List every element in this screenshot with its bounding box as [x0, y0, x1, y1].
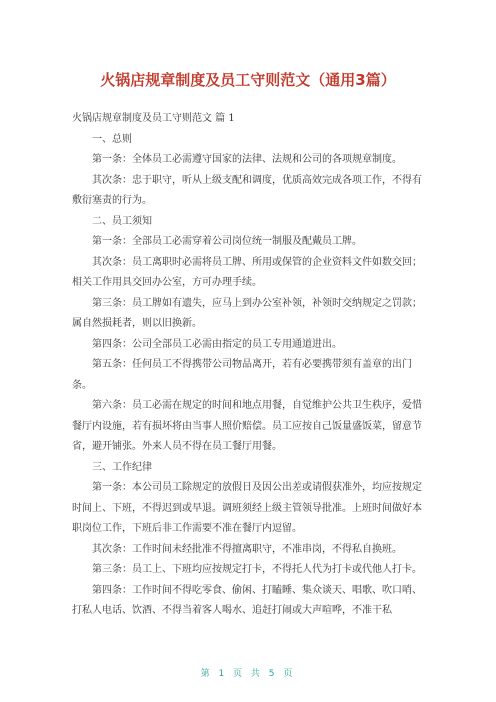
paragraph: 第六条：员工必需在规定的时间和地点用餐，自觉维护公共卫生秩序，爱惜餐厅内设施，若有损坏将由当事人照价赔偿。员工应按自己饭量盛饭菜，留意节省，避开铺张。外来人员不得在员工餐厅用餐。: [72, 400, 422, 452]
paragraph: 一、总则: [92, 133, 132, 145]
paragraph: 第三条：员工上、下班均应按规定打卡，不得托人代为打卡或代他人打卡。: [92, 564, 422, 575]
paragraph: 第三条：员工牌如有遗失，应马上到办公室补领，补领时交纳规定之罚款；属自然损耗者，则以旧换新。: [72, 297, 422, 329]
paragraph: 二、员工须知: [92, 215, 152, 227]
paragraph: 其次条：员工离职时必需将员工牌、所用或保管的企业资料文件如数交回；相关工作用具交回办公室，方可办理手续。: [72, 256, 422, 288]
page-title: 火锅店规章制度及员工守则范文（通用3篇）: [100, 71, 396, 89]
paragraph: 其次条：工作时间未经批准不得擅离职守，不准串岗，不得私自换班。: [92, 543, 402, 555]
paragraph: 第四条：公司全部员工必需由指定的员工专用通道进出。: [92, 338, 342, 350]
paragraph: 第一条：全部员工必需穿着公司岗位统一制服及配戴员工牌。: [92, 236, 362, 247]
document-body: [72, 109, 424, 622]
paragraph: 第四条：工作时间不得吃零食、偷闲、打瞌睡、集众谈天、唱歌、吹口哨、打私人电话、饮酒、不得当着客人喝水、追赶打闹或大声喧哗，不准干私: [72, 584, 422, 616]
section-heading: 火锅店规章制度及员工守则范文 篇 1: [72, 113, 235, 124]
paragraph: 三、工作纪律: [92, 461, 152, 473]
paragraph: 第一条：本公司员工除规定的放假日及因公出差或请假获准外，均应按规定时间上、下班，不得迟到或早退。调班须经上级主管领导批准。上班时间做好本职岗位工作，下班后非工作需要不准在餐厅内逗留。: [72, 482, 422, 534]
page-number: 第 1 页 共 5 页: [200, 669, 296, 679]
paragraph: 其次条：忠于职守，听从上级支配和调度，优质高效完成各项工作，不得有敷衍塞责的行为。: [72, 174, 422, 206]
paragraph: 第一条：全体员工必需遵守国家的法律、法规和公司的各项规章制度。: [92, 154, 402, 165]
paragraph: 第五条：任何员工不得携带公司物品离开，若有必要携带须有盖章的出门条。: [72, 359, 412, 391]
